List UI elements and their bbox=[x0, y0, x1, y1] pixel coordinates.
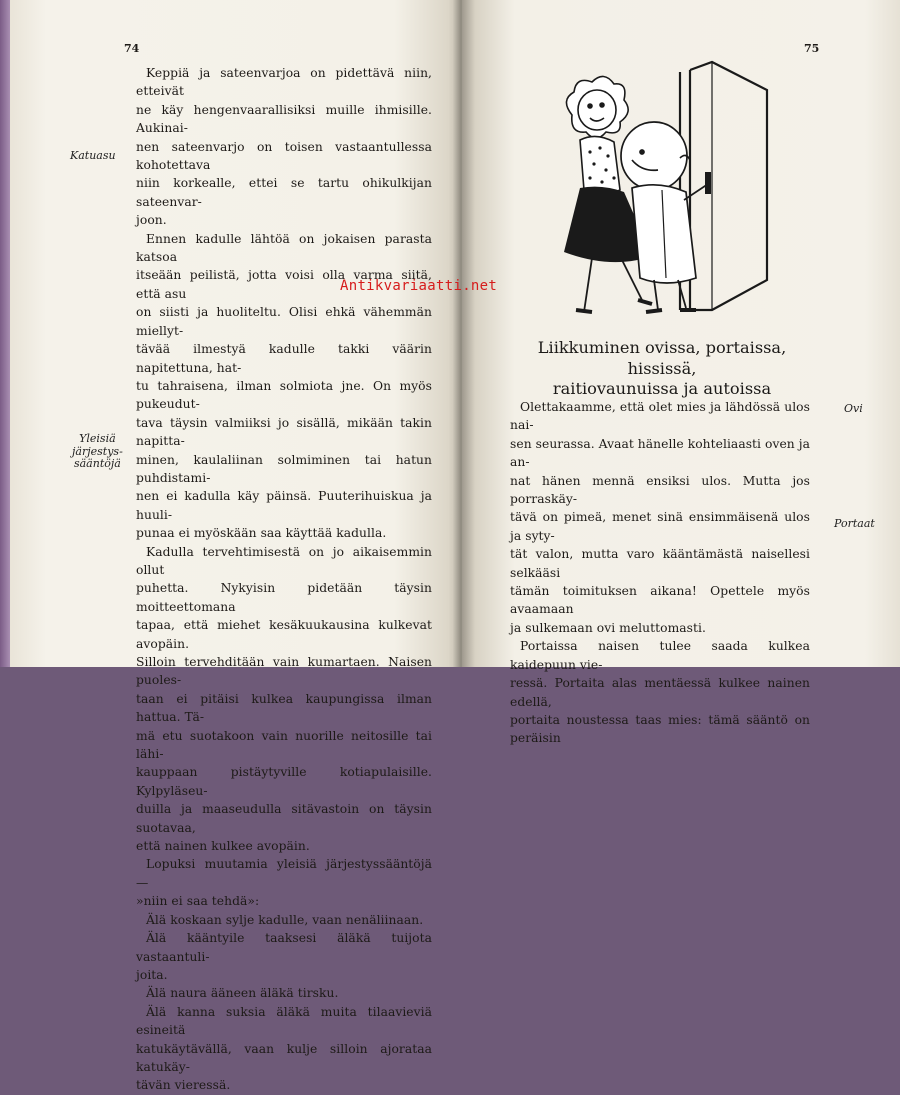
text-line: on siisti ja huoliteltu. Olisi ehkä vähemmän miellyt- bbox=[136, 305, 432, 338]
text-line: Portaissa naisen tulee saada kulkea kaidepuun vie- bbox=[510, 639, 810, 672]
text-line: tu tahraisena, ilman solmiota jne. On myös pukeudut- bbox=[136, 378, 432, 412]
text-line: tävän vieressä. bbox=[136, 1078, 231, 1093]
text-line: joon. bbox=[136, 213, 167, 228]
text-line: Älä kanna suksia äläkä muita tilaavieviä esineitä bbox=[136, 1004, 432, 1038]
couple-at-door-illustration bbox=[562, 60, 792, 325]
text-line: niin korkealle, ettei se tartu ohikulkijan sateenvar- bbox=[136, 176, 432, 209]
text-line: nen ei kadulla käy päinsä. Puuterihuiskua ja huuli- bbox=[136, 489, 432, 522]
text-line: minen, kaulaliinan solmiminen tai hatun puhdistami- bbox=[136, 452, 432, 485]
text-line: nat hänen mennä ensiksi ulos. Mutta jos porraskäy- bbox=[510, 473, 810, 507]
margin-note-yleisia-line2: järjestys- bbox=[72, 444, 123, 458]
text-line: Älä koskaan sylje kadulle, vaan nenäliinaan. bbox=[146, 912, 424, 927]
text-line: tämän toimituksen aikana! Opettele myös avaamaan bbox=[510, 584, 810, 617]
text-line: ressä. Portaita alas mentäessä kulkee nainen edellä, bbox=[510, 676, 810, 709]
text-line: että nainen kulkee avopäin. bbox=[136, 839, 310, 854]
margin-note-yleisia bbox=[72, 433, 123, 471]
text-line: kauppaan pistäytyville kotiapulaisille. Kylpyläseu- bbox=[136, 765, 432, 798]
text-line: punaa ei myöskään saa käyttää kadulla. bbox=[136, 526, 387, 541]
text-line: tät valon, mutta varo kääntämästä naisellesi selkääsi bbox=[510, 547, 810, 580]
chapter-title-line2: raitiovaunuissa ja autoissa bbox=[552, 379, 772, 398]
text-line: Lopuksi muutamia yleisiä järjestyssääntöjä — bbox=[136, 857, 432, 890]
chapter-title bbox=[502, 338, 822, 400]
left-page-body-text bbox=[136, 64, 432, 1095]
text-line: Kadulla tervehtimisestä on jo aikaisemmin ollut bbox=[136, 544, 432, 577]
text-line: Älä naura ääneen äläkä tirsku. bbox=[146, 986, 339, 1001]
text-line: itseään peilistä, jotta voisi olla varma siitä, että asu bbox=[136, 268, 432, 301]
margin-note-yleisia-line3: sääntöjä bbox=[73, 457, 121, 470]
watermark-text: Antikvariaatti.net bbox=[340, 278, 498, 294]
text-line: mä etu suotakoon vain nuorille neitosille tai lähi- bbox=[136, 728, 432, 762]
text-line: Ennen kadulle lähtöä on jokaisen parasta katsoa bbox=[136, 231, 432, 265]
text-line: Olettakaamme, että olet mies ja lähdössä ulos nai- bbox=[510, 400, 810, 433]
text-line: portaita noustessa taas mies: tämä sääntö on peräisin bbox=[510, 712, 810, 746]
text-line: puhetta. Nykyisin pidetään täysin moitteettomana bbox=[136, 581, 432, 614]
text-line: joita. bbox=[136, 967, 168, 982]
text-line: Älä kääntyile taaksesi äläkä tuijota vastaantuli- bbox=[136, 931, 432, 964]
text-line: taan ei pitäisi kulkea kaupungissa ilman hattua. Tä- bbox=[136, 691, 432, 725]
text-line: tava täysin valmiiksi jo sisällä, mikään takin napitta- bbox=[136, 415, 432, 449]
right-page-number: 75 bbox=[804, 42, 820, 55]
left-page bbox=[10, 0, 462, 1093]
margin-note-katuasu: Katuasu bbox=[70, 149, 116, 162]
right-page bbox=[462, 0, 900, 746]
text-line: nen sateenvarjo on toisen vastaantullessa kohotettava bbox=[136, 139, 432, 173]
text-line: ja sulkemaan ovi meluttomasti. bbox=[510, 620, 706, 635]
right-page-body-text bbox=[510, 398, 810, 748]
text-line: Silloin tervehditään vain kumartaen. Naisen puoles- bbox=[136, 655, 432, 688]
text-line: tävää ilmestyä kadulle takki väärin napitettuna, hat- bbox=[136, 342, 432, 375]
text-line: tapaa, että miehet kesäkuukausina kulkevat avopäin. bbox=[136, 618, 432, 651]
text-line: katukäytävällä, vaan kulje silloin ajorataa katukäy- bbox=[136, 1041, 432, 1074]
book-cover-edge bbox=[0, 0, 10, 667]
left-page-number: 74 bbox=[124, 42, 140, 55]
margin-note-ovi: Ovi bbox=[844, 402, 863, 415]
margin-note-portaat: Portaat bbox=[834, 517, 875, 530]
text-line: ne käy hengenvaarallisiksi muille ihmisille. Aukinai- bbox=[136, 102, 432, 136]
margin-note-yleisia-line1: Yleisiä bbox=[79, 432, 116, 445]
text-line: »niin ei saa tehdä»: bbox=[136, 894, 260, 909]
text-line: tävä on pimeä, menet sinä ensimmäisenä ulos ja syty- bbox=[510, 510, 810, 543]
text-line: Keppiä ja sateenvarjoa on pidettävä niin, etteivät bbox=[136, 66, 432, 99]
text-line: duilla ja maaseudulla sitävastoin on täysin suotavaa, bbox=[136, 802, 432, 835]
text-line: sen seurassa. Avaat hänelle kohteliaasti oven ja an- bbox=[510, 436, 810, 470]
chapter-title-line1: Liikkuminen ovissa, portaissa, hississä, bbox=[537, 338, 787, 378]
